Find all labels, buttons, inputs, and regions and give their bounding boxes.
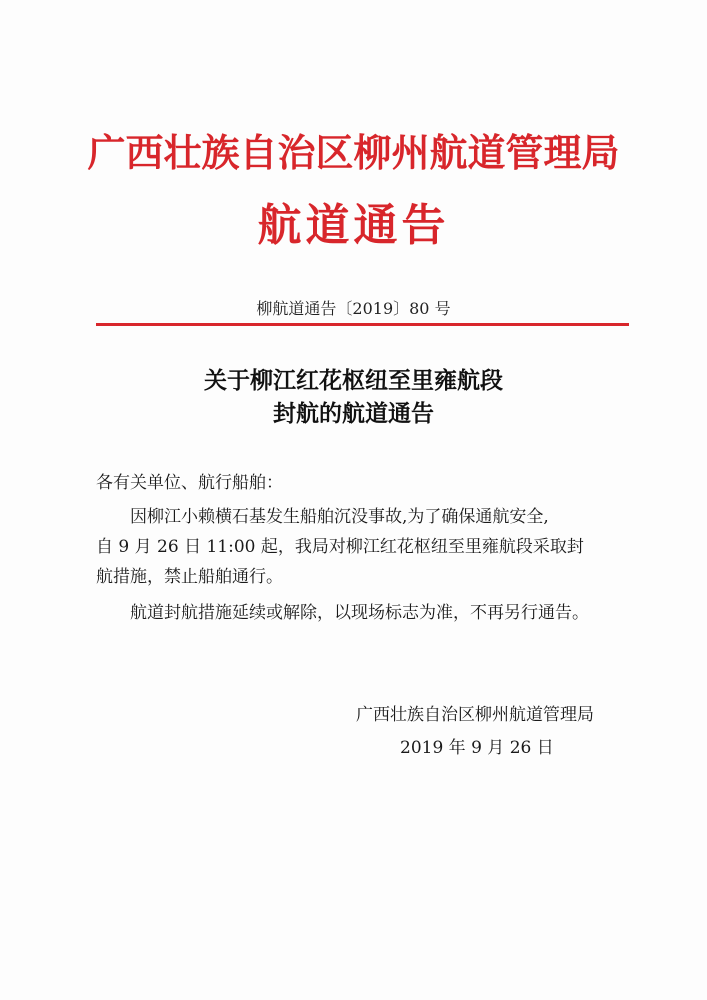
notice-title-line-2: 封航的航道通告 bbox=[273, 400, 434, 427]
paragraph-closure-duration: 航道封航措施延续或解除，以现场标志为准，不再另行通告。 bbox=[130, 603, 589, 623]
paragraph-1-line-3: 航措施，禁止船舶通行。 bbox=[96, 567, 283, 587]
document-number: 柳航道通告〔2019〕80 号 bbox=[256, 299, 451, 318]
paragraph-closure-details bbox=[96, 502, 636, 592]
notice-title-line-1: 关于柳江红花枢纽至里雍航段 bbox=[204, 367, 503, 394]
red-divider-line bbox=[96, 323, 629, 326]
salutation: 各有关单位、航行船舶： bbox=[96, 473, 283, 493]
notice-title bbox=[0, 364, 707, 430]
document-type-title: 航道通告 bbox=[257, 200, 450, 251]
agency-name-header: 广西壮族自治区柳州航道管理局 bbox=[87, 130, 620, 175]
signing-agency: 广西壮族自治区柳州航道管理局 bbox=[356, 705, 594, 725]
paragraph-1-line-2: 自 9 月 26 日 11:00 起，我局对柳江红花枢纽至里雍航段采取封 bbox=[96, 537, 584, 557]
paragraph-1-line-1: 因柳江小赖横石基发生船舶沉没事故,为了确保通航安全, bbox=[130, 507, 549, 527]
signing-date: 2019 年 9 月 26 日 bbox=[400, 738, 554, 758]
